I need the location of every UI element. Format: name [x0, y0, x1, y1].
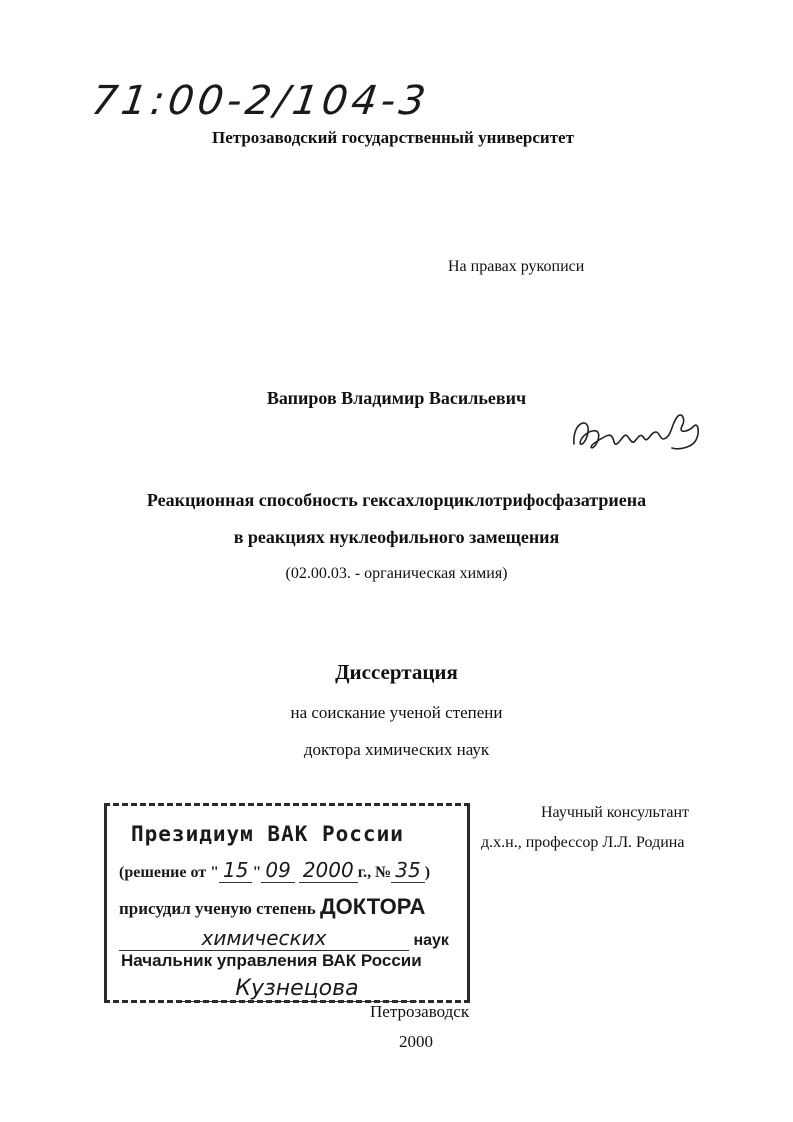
stamp-decision-month: 09 — [261, 858, 294, 883]
stamp-head-label: Начальник управления ВАК России — [121, 951, 422, 970]
stamp-field-line — [119, 926, 459, 951]
vak-stamp — [104, 803, 470, 1003]
document-type: Диссертация — [335, 660, 458, 684]
consultant-name: д.х.н., профессор Л.Л. Родина — [481, 834, 685, 851]
stamp-awarded-line — [119, 894, 425, 920]
year: 2000 — [399, 1032, 433, 1051]
stamp-field-handwritten: химических — [119, 926, 409, 951]
university-name: Петрозаводский государственный университет — [212, 128, 574, 147]
author-name: Вапиров Владимир Васильевич — [266, 388, 527, 408]
stamp-awarded-prefix: присудил ученую степень — [119, 899, 316, 918]
dissertation-title-line-1: Реакционная способность гексахлорциклотрифосфазатриена — [146, 490, 647, 510]
stamp-decision-line — [119, 858, 430, 883]
degree-purpose-line-2: доктора химических наук — [303, 740, 490, 759]
stamp-decision-year: 2000 — [299, 858, 358, 883]
degree-purpose-line-1: на соискание ученой степени — [290, 703, 503, 722]
author-signature — [568, 402, 708, 462]
stamp-field-suffix: наук — [413, 932, 449, 949]
city: Петрозаводск — [370, 1002, 470, 1021]
specialty-code: (02.00.03. - органическая химия) — [285, 565, 508, 582]
archive-code: 71:00-2/104-3 — [88, 78, 433, 124]
stamp-decision-number: 35 — [391, 858, 424, 883]
stamp-head-signature: Кузнецова — [177, 976, 417, 1002]
stamp-degree: ДОКТОРА — [319, 894, 426, 919]
stamp-decision-year-suffix: г., № — [357, 864, 392, 881]
manuscript-note: На правах рукописи — [448, 258, 585, 275]
stamp-decision-number-suffix: ) — [424, 864, 431, 881]
dissertation-title-line-2: в реакциях нуклеофильного замещения — [233, 527, 560, 547]
stamp-decision-day: 15 — [219, 858, 252, 883]
author-signature-text: ВВапиров — [568, 402, 573, 403]
stamp-title: Президиум ВАК России — [131, 822, 404, 846]
stamp-decision-mid: " — [252, 864, 262, 881]
stamp-decision-prefix: (решение от " — [119, 864, 220, 881]
consultant-label: Научный консультант — [541, 804, 689, 821]
